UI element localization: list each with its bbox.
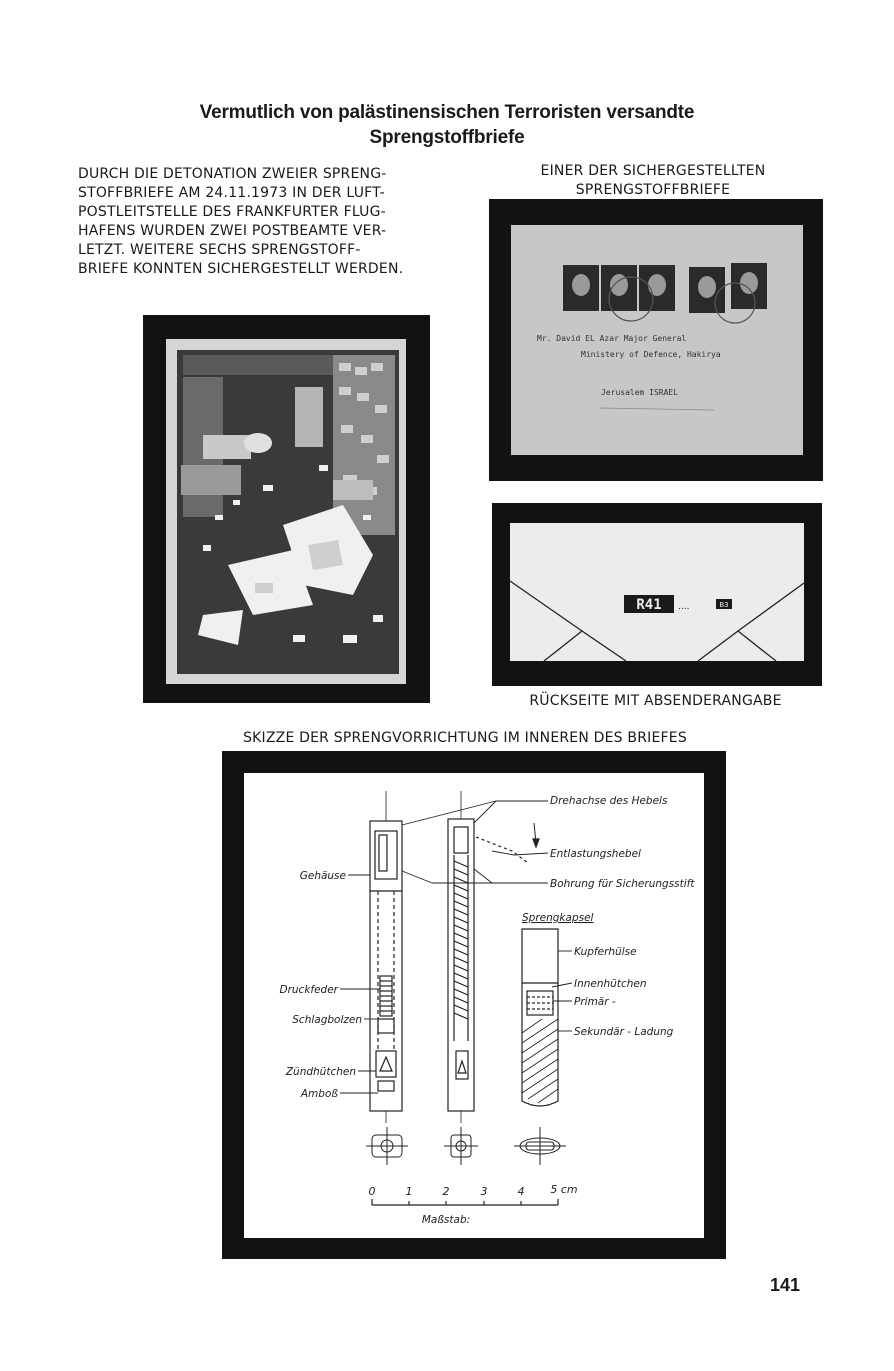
detonator-sketch (222, 751, 726, 1259)
secured-letter-caption: EINER DER SICHERGESTELLTEN SPRENGSTOFFBRIEFE (540, 163, 766, 198)
label-inner-cap: Innenhütchen (574, 978, 647, 990)
envelope-back (492, 503, 822, 686)
sketch-caption: SKIZZE DER SPRENGVORRICHTUNG IM INNEREN DES BRIEFES (243, 730, 687, 746)
scale-tick-0: 0 (368, 1185, 376, 1198)
back-caption: RÜCKSEITE MIT ABSENDERANGABE (529, 693, 782, 709)
envelope-back-frame (492, 503, 822, 686)
label-primary: Primär - (574, 996, 616, 1008)
sketch-frame (222, 751, 726, 1259)
envelope-front-frame (489, 199, 823, 481)
label-release-lever: Entlastungshebel (550, 848, 641, 860)
scale-tick-1: 1 (405, 1185, 413, 1198)
sender-code: B3 (719, 601, 729, 609)
address-line-2: Ministery of Defence, Hakirya (581, 350, 721, 359)
label-safety-pin-hole: Bohrung für Sicherungsstift (550, 878, 695, 890)
scale-tick-5: 5 cm (550, 1183, 578, 1196)
intro-text: DURCH DIE DETONATION ZWEIER SPRENG- STOFFBRIEFE AM 24.11.1973 IN DER LUFT- POSTLEITSTELLE DES FRANKFURTER FLUG- HAFENS WURDEN ZWEI POSTBEAMTE VER- LETZT. WEITERE SECHS SPRENGSTOFF- BRIEFE KONNTEN SICHERGESTELLT WERDEN. (78, 166, 404, 277)
envelope-front (489, 199, 823, 481)
label-primer: Zündhütchen (285, 1066, 356, 1078)
title-line-1: Vermutlich von palästinensischen Terroristen versandte (199, 102, 695, 123)
sender-dots: .... (678, 602, 690, 612)
label-firing-pin: Schlagbolzen (292, 1014, 362, 1026)
label-copper-sleeve: Kupferhülse (574, 946, 637, 958)
scale-tick-2: 2 (442, 1185, 450, 1198)
page-number: 141 (769, 1275, 800, 1295)
scale-label: Maßstab: (421, 1214, 471, 1226)
label-secondary-charge: Sekundär - Ladung (574, 1026, 674, 1038)
label-blasting-cap: Sprengkapsel (522, 912, 594, 924)
label-anvil: Amboß (300, 1088, 338, 1100)
scale-tick-3: 3 (480, 1185, 488, 1198)
scale-tick-4: 4 (517, 1185, 525, 1198)
address-line-3: Jerusalem ISRAEL (601, 388, 679, 397)
address-line-1: Mr. David EL Azar Major General (537, 334, 687, 343)
label-housing: Gehäuse (299, 870, 346, 882)
label-compression-spring: Druckfeder (279, 984, 338, 996)
page-title (0, 100, 894, 150)
title-line-2: Sprengstoffbriefe (369, 127, 525, 148)
sender-mark: R41 (636, 597, 662, 613)
label-lever-axis: Drehachse des Hebels (550, 795, 668, 807)
mailroom-photo-frame (143, 315, 430, 703)
mailroom-photo (143, 315, 430, 703)
